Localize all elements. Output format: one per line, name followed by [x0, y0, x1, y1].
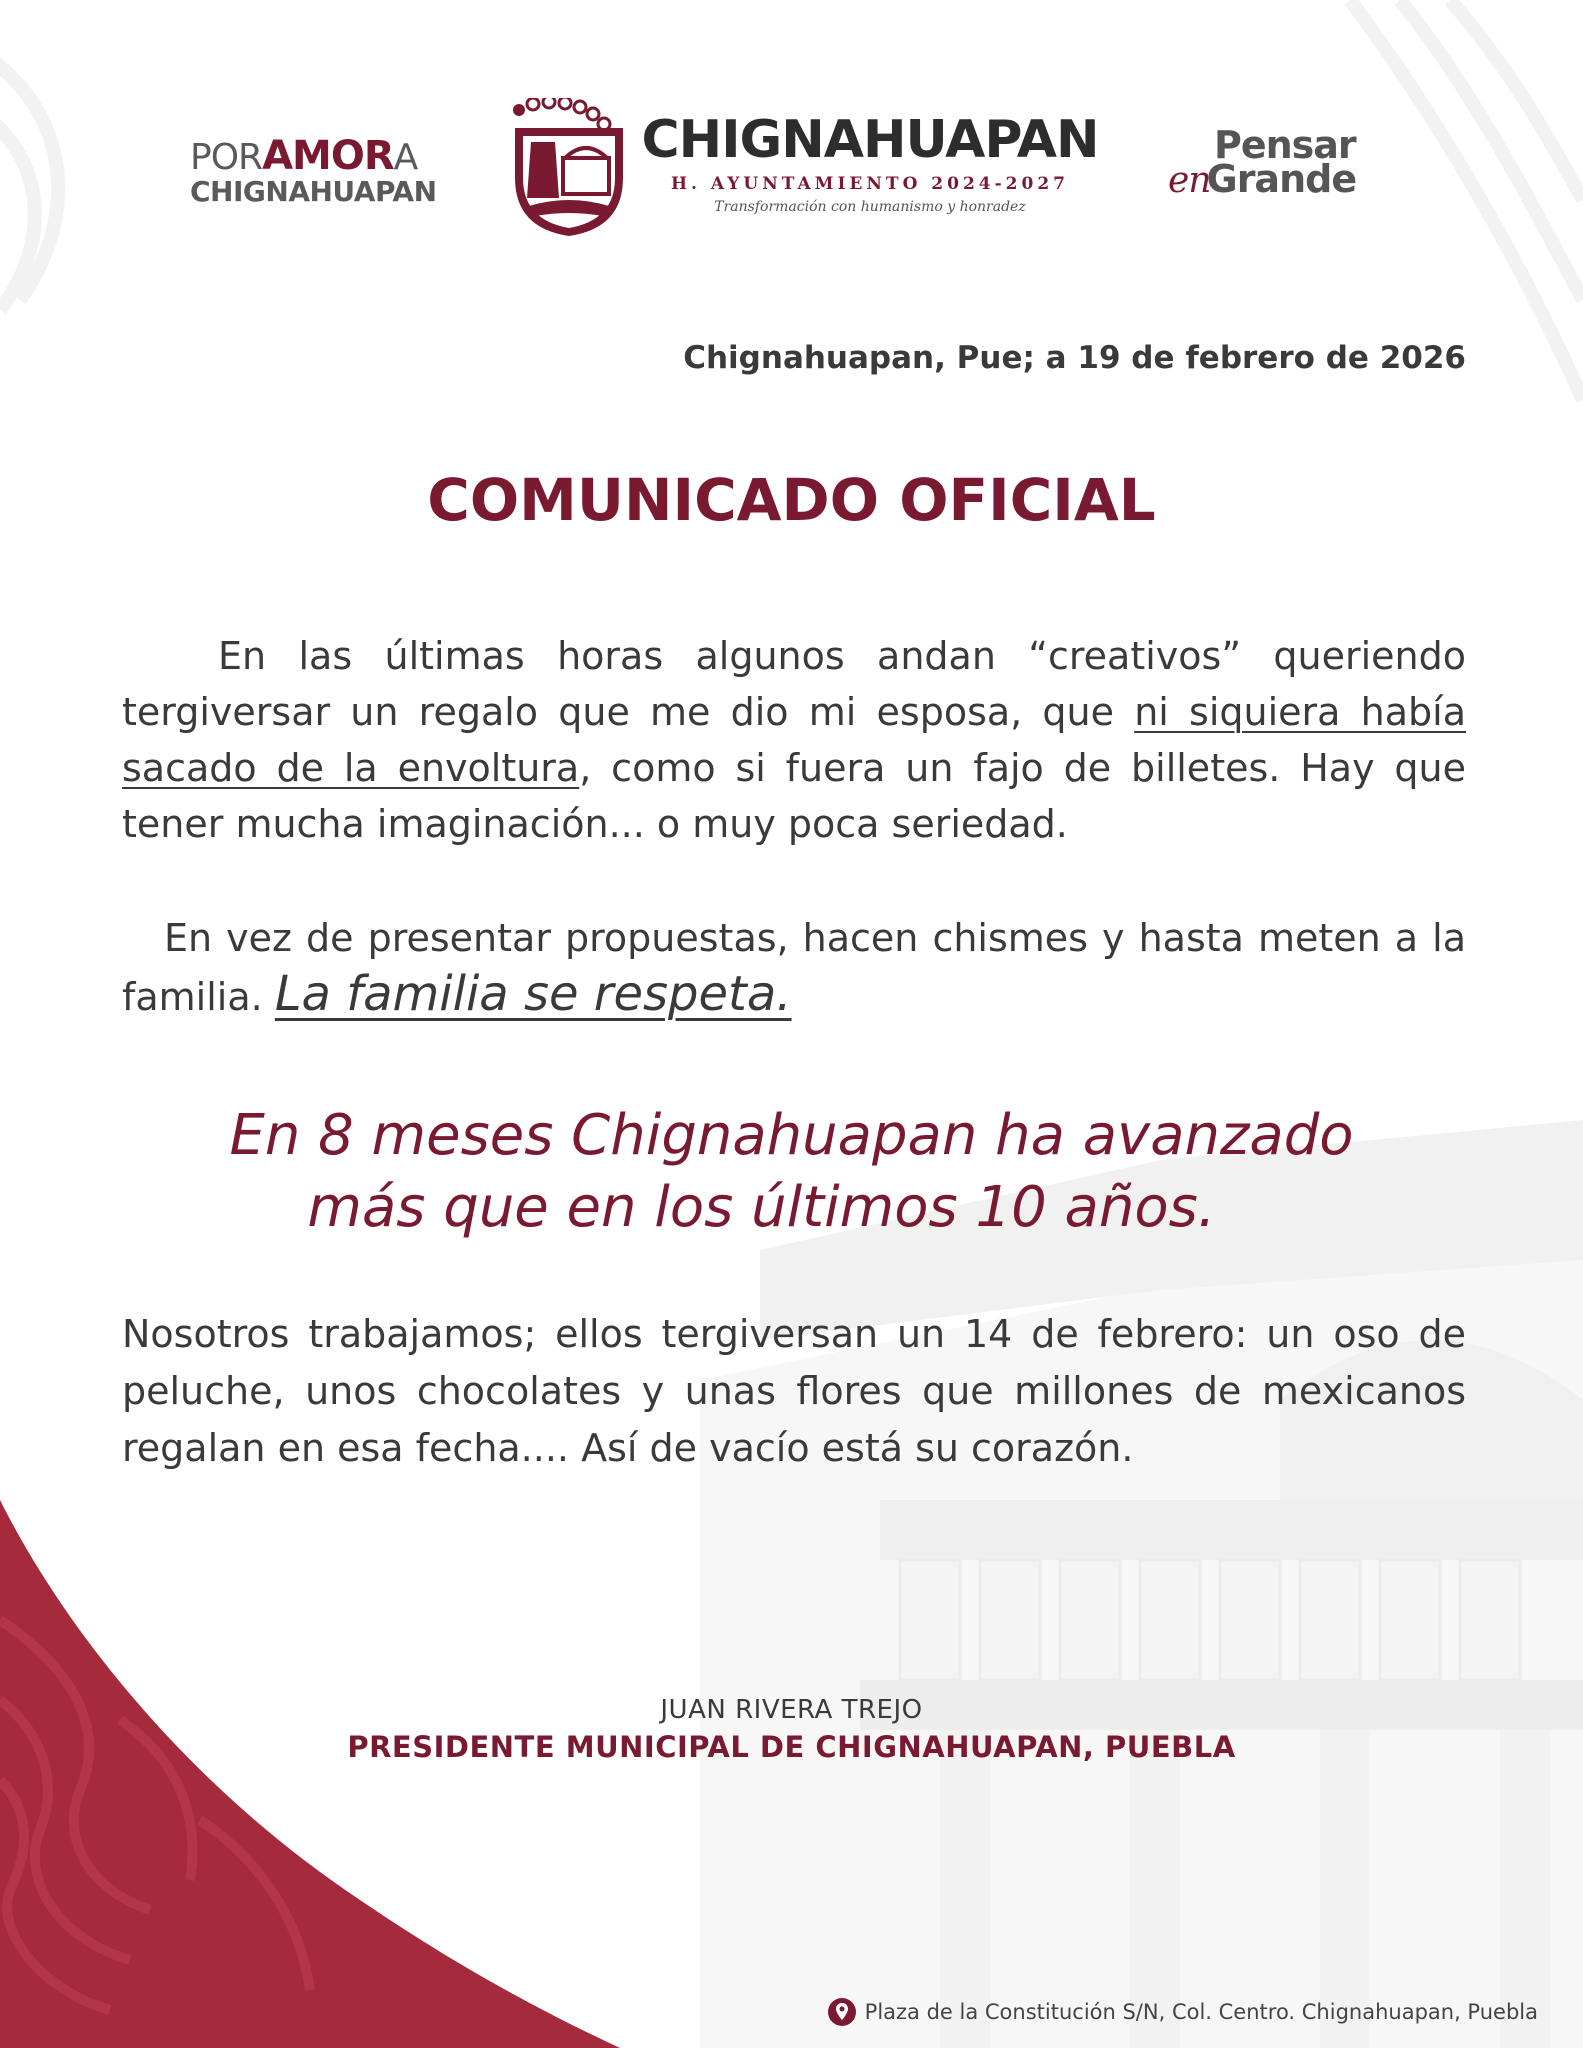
municipal-seal-icon: [505, 98, 635, 238]
logo-tagline: Transformación con humanismo y honradez: [714, 199, 1026, 215]
logo-a-text: A: [393, 137, 418, 178]
paragraph-2-emphasis: La familia se respeta.: [274, 966, 792, 1022]
paragraph-3: Nosotros trabajamos; ellos tergiversan un 14 de febrero: un oso de peluche, unos chocolates y unas flores que millones de mexicanos regalan en esa fecha.... Así de vacío está su corazón.: [122, 1312, 1466, 1470]
signer-role: PRESIDENTE MUNICIPAL DE CHIGNAHUAPAN, PUEBLA: [347, 1730, 1236, 1764]
logo-pensar-text: Pensar: [1214, 123, 1356, 167]
footer-address-text: Plaza de la Constitución S/N, Col. Centro. Chignahuapan, Puebla: [864, 2000, 1538, 2024]
document-date: Chignahuapan, Pue; a 19 de febrero de 2026: [683, 340, 1466, 376]
paragraph-1-part1: En las últimas horas algunos andan “creativos” queriendo tergiversar un regalo que me dio mi esposa, que: [122, 634, 1466, 734]
logo-por-text: POR: [190, 137, 263, 178]
highlight-statement: [0, 1100, 1583, 1244]
paragraph-1: [122, 628, 1466, 852]
logo-chignahuapan-text: CHIGNAHUAPAN: [190, 175, 437, 208]
location-pin-icon: [827, 1996, 857, 2028]
page-title: COMUNICADO OFICIAL: [427, 466, 1156, 534]
footer-address: [827, 1996, 1538, 2028]
paragraph-1-part2: , como si fuera un fajo de billetes. Hay que tener mucha imaginación... o muy poca seriedad.: [122, 746, 1467, 846]
paragraph-1-underlined: ni siquiera había sacado de la envoltura: [122, 690, 1466, 790]
paragraph-2-part1: En vez de presentar propuestas, hacen chismes y hasta meten a la familia.: [122, 916, 1466, 1019]
paragraph-2: [122, 910, 1466, 1025]
logo-amor-text: AMOR: [262, 133, 394, 179]
logo-city-name: CHIGNAHUAPAN: [641, 110, 1099, 170]
por-amor-logo: [190, 133, 460, 208]
logo-ayuntamiento: H. AYUNTAMIENTO 2024-2027: [671, 174, 1069, 194]
highlight-line-2: más que en los últimos 10 años.: [307, 1175, 1216, 1240]
signer-name: JUAN RIVERA TREJO: [660, 1695, 923, 1725]
logo-en-text: en: [1168, 160, 1211, 201]
kiosk-silhouette: [700, 1120, 1583, 2048]
highlight-line-1: En 8 meses Chignahuapan ha avanzado: [229, 1103, 1354, 1168]
chignahuapan-logo: [640, 110, 1100, 215]
pensar-en-grande-logo: [1168, 123, 1408, 201]
logo-grande-text: Grande: [1206, 157, 1357, 201]
